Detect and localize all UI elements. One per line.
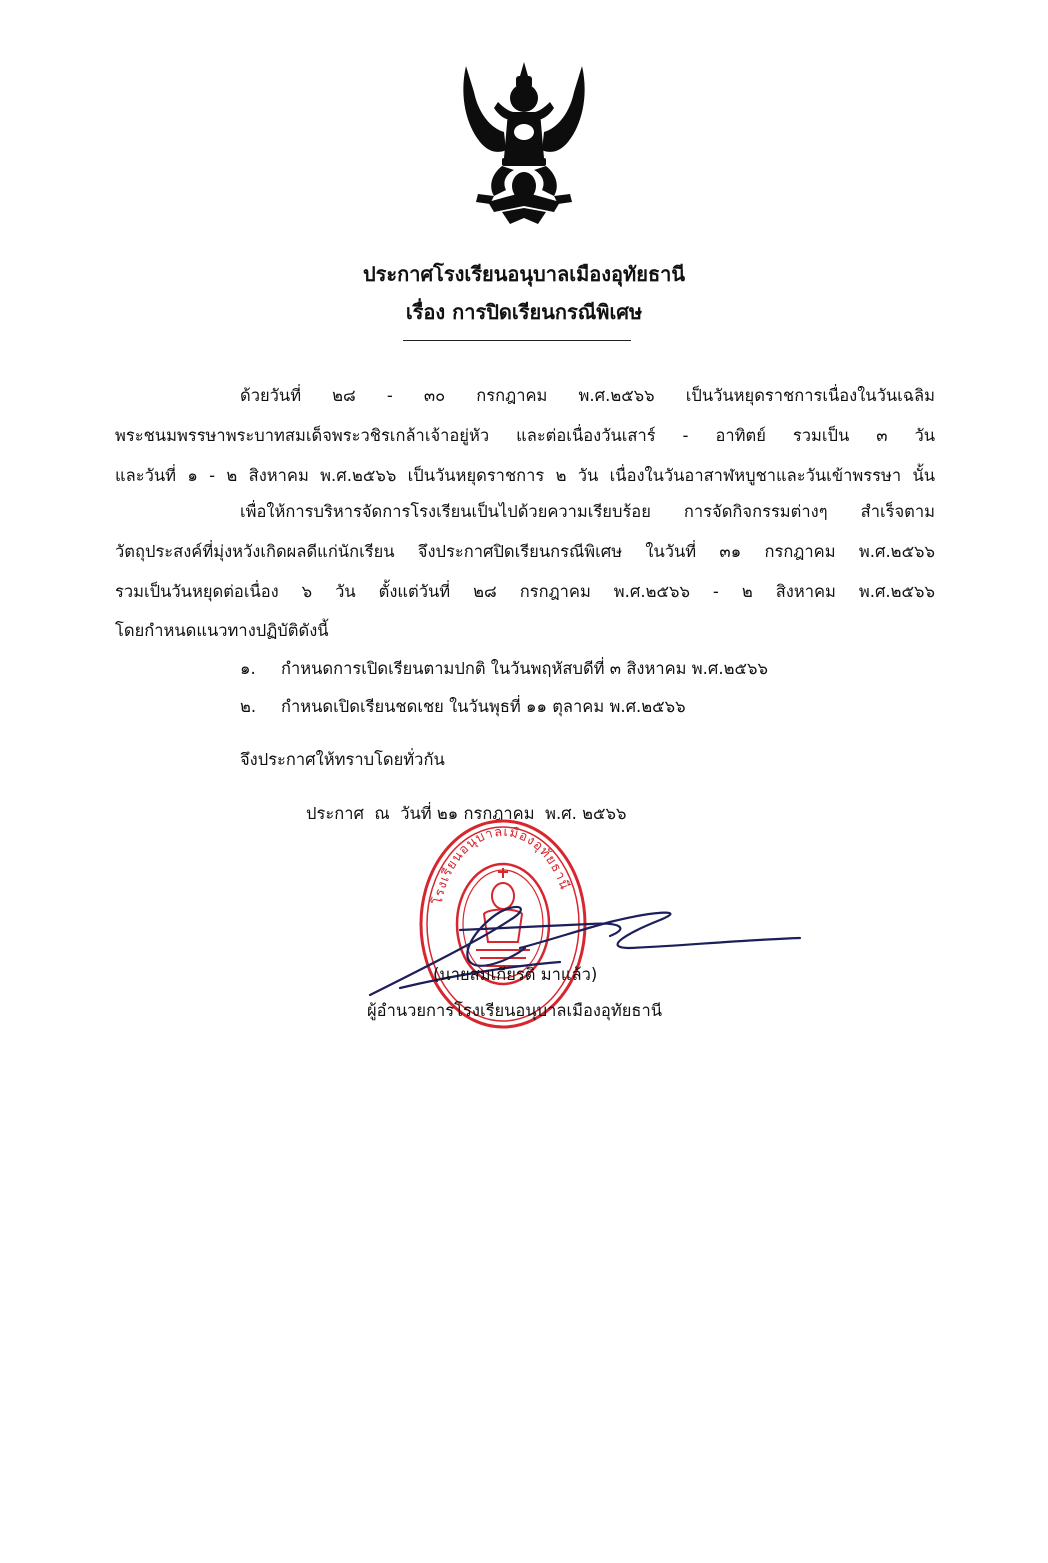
list-item-number: ๒.	[240, 697, 257, 716]
svg-text:โรงเรียนอนุบาลเมืองอุทัยธานี: โรงเรียนอนุบาลเมืองอุทัยธานี	[430, 824, 572, 906]
signer-position: ผู้อำนวยการโรงเรียนอนุบาลเมืองอุทัยธานี	[367, 1001, 662, 1020]
list-item-text: กำหนดการเปิดเรียนตามปกติ ในวันพฤหัสบดีที่ ๓ สิงหาคม พ.ศ.๒๕๖๖	[281, 659, 768, 678]
paragraph-1-line: ด้วยวันที่ ๒๘ - ๓๐ กรกฎาคม พ.ศ.๒๕๖๖ เป็นวันหยุดราชการเนื่องในวันเฉลิม	[240, 386, 935, 405]
list-item-number: ๑.	[240, 659, 256, 678]
title-divider	[403, 340, 631, 341]
document-subject: เรื่อง การปิดเรียนกรณีพิเศษ	[405, 300, 643, 324]
paragraph-2-line: รวมเป็นวันหยุดต่อเนื่อง ๖ วัน ตั้งแต่วันที่ ๒๘ กรกฎาคม พ.ศ.๒๕๖๖ - ๒ สิงหาคม พ.ศ.๒๕๖๖	[115, 582, 935, 601]
announce-date: ประกาศ ณ วันที่ ๒๑ กรกฎาคม พ.ศ. ๒๕๖๖	[306, 804, 627, 823]
garuda-emblem-icon	[458, 62, 590, 224]
paragraph-1-line: และวันที่ ๑ - ๒ สิงหาคม พ.ศ.๒๕๖๖ เป็นวันหยุดราชการ ๒ วัน เนื่องในวันอาสาฬหบูชาและวันเข้าพรรษา นั้น	[115, 466, 935, 485]
signature-icon	[360, 900, 820, 1010]
paragraph-2-line: เพื่อให้การบริหารจัดการโรงเรียนเป็นไปด้วยความเรียบร้อย การจัดกิจกรรมต่างๆ สำเร็จตาม	[240, 502, 935, 521]
closing-text: จึงประกาศให้ทราบโดยทั่วกัน	[240, 750, 445, 769]
paragraph-2-line: โดยกำหนดแนวทางปฏิบัติดังนี้	[115, 621, 329, 640]
paragraph-1-line: พระชนมพรรษาพระบาทสมเด็จพระวชิรเกล้าเจ้าอยู่หัว และต่อเนื่องวันเสาร์ - อาทิตย์ รวมเป็น ๓ วัน	[115, 426, 935, 445]
document-title: ประกาศโรงเรียนอนุบาลเมืองอุทัยธานี	[362, 262, 686, 286]
paragraph-2-line: วัตถุประสงค์ที่มุ่งหวังเกิดผลดีแก่นักเรียน จึงประกาศปิดเรียนกรณีพิเศษ ในวันที่ ๓๑ กรกฎาคม พ.ศ.๒๕๖๖	[115, 542, 935, 561]
signer-name: (นายสมเกียรติ มาแล้ว)	[433, 965, 598, 984]
list-item-text: กำหนดเปิดเรียนชดเชย ในวันพุธที่ ๑๑ ตุลาคม พ.ศ.๒๕๖๖	[281, 697, 686, 716]
